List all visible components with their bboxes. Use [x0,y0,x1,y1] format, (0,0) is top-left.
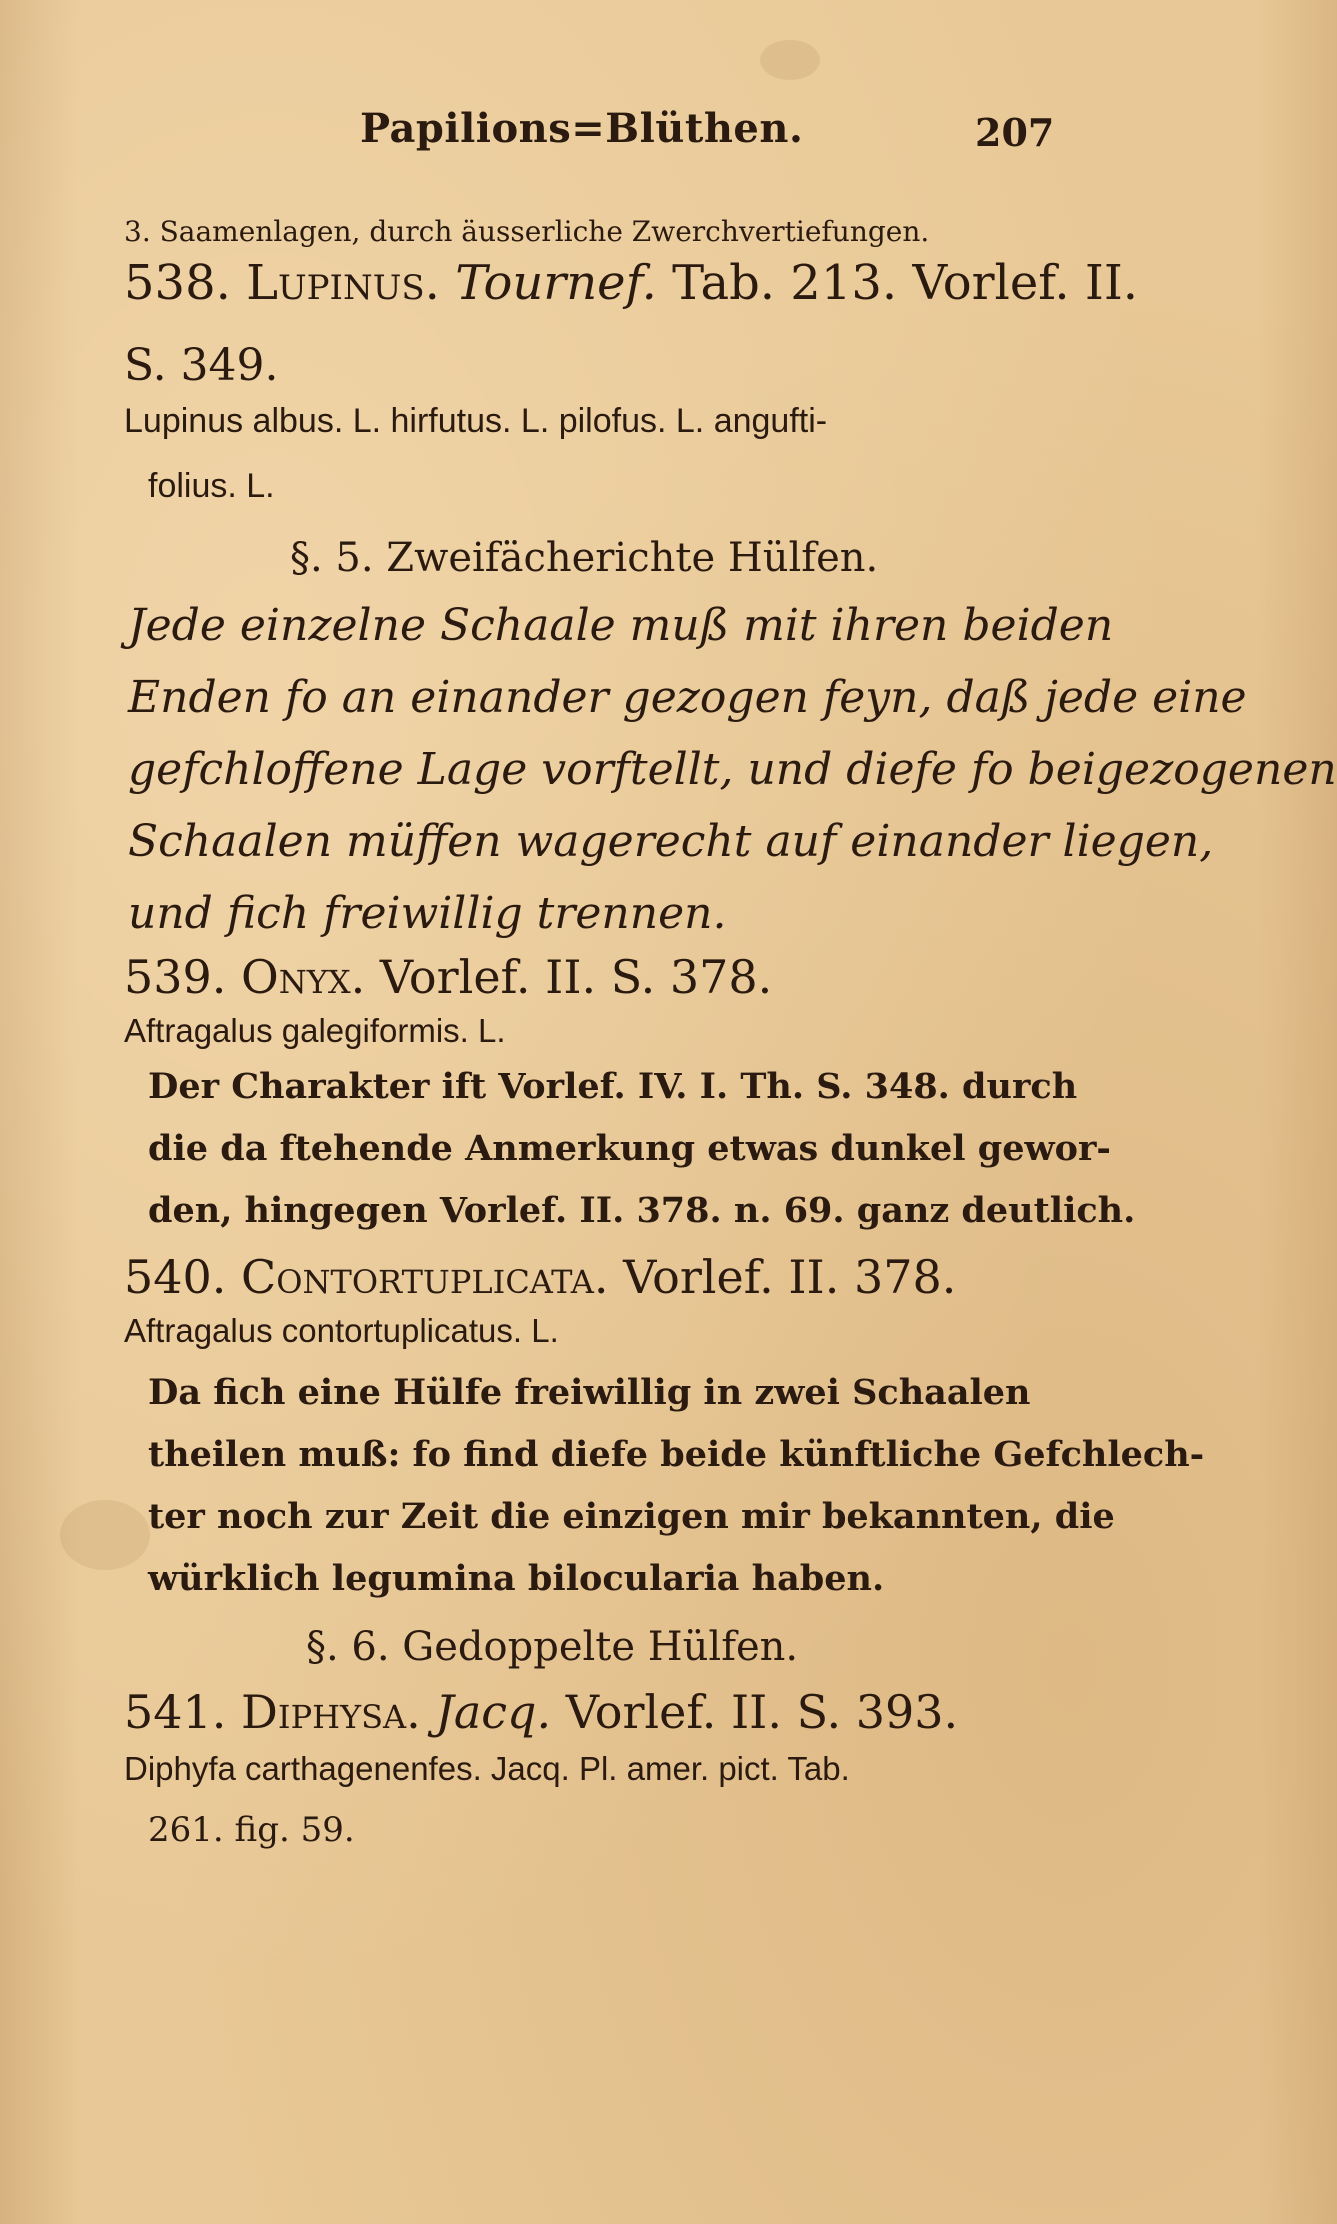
section-5-paragraph-line: Schaalen müffen wagerecht auf einander liegen, [128,816,1214,867]
author: Jacq. [435,1685,552,1739]
entry-538-species-cont: folius. L. [148,467,275,505]
section-6-heading: §. 6. Gedoppelte Hülfen. [306,1624,799,1670]
running-title: Papilions=Blüthen. [360,105,804,152]
entry-540-species: Aftragalus contortuplicatus. L. [124,1312,559,1349]
section-5-paragraph-line: gefchloffene Lage vorftellt, und diefe fo beigezogenen [128,744,1337,795]
genus-name: Onyx. [241,950,366,1004]
entry-539-note-line: Der Charakter ift Vorlef. IV. I. Th. S. 348. durch [148,1066,1078,1107]
page-number: 207 [975,110,1055,155]
entry-540-note-line: Da fich eine Hülfe freiwillig in zwei Schaalen [148,1372,1031,1413]
entry-539-note-line: die da ftehende Anmerkung etwas dunkel gewor- [148,1128,1111,1169]
entry-541-species: Diphyfa carthagenenfes. Jacq. Pl. amer. pict. Tab. [124,1750,850,1787]
entry-539-note-line: den, hingegen Vorlef. II. 378. n. 69. ganz deutlich. [148,1190,1136,1231]
entry-number: 540. [124,1250,227,1304]
paper-stain [760,40,820,80]
entry-number: 541. [124,1685,227,1739]
reference: Vorlef. II. S. 378. [379,950,773,1004]
reference: Vorlef. II. 378. [623,1250,957,1304]
entry-538-species: Lupinus albus. L. hirfutus. L. pilofus. L. angufti- [124,402,828,440]
entry-540-heading [124,1250,956,1304]
entry-540-note-line: würklich legumina bilocularia haben. [148,1558,885,1599]
author: Tournef. [455,255,657,311]
section-5-paragraph-line: und fich freiwillig trennen. [128,888,727,939]
reference: Tab. 213. Vorlef. II. [672,255,1139,311]
section-5-paragraph-line: Enden fo an einander gezogen feyn, daß jede eine [128,672,1247,723]
section-5-paragraph-line: Jede einzelne Schaale muß mit ihren beiden [128,600,1114,651]
entry-539-heading [124,950,772,1004]
genus-name: Diphysa. [241,1685,421,1739]
reference: Vorlef. II. S. 393. [565,1685,959,1739]
genus-name: Contortuplicata. [241,1250,609,1304]
genus-name: Lupinus. [246,255,440,311]
entry-538-ref-cont: S. 349. [124,340,279,391]
entry-541-species-cont: 261. fig. 59. [148,1810,355,1850]
entry-number: 538. [124,255,231,311]
subheading: 3. Saamenlagen, durch äusserliche Zwerchvertiefungen. [124,215,930,248]
entry-540-note-line: ter noch zur Zeit die einzigen mir bekannten, die [148,1496,1115,1537]
paper-stain [60,1500,150,1570]
entry-541-heading [124,1685,958,1739]
entry-540-note-line: theilen muß: fo find diefe beide künftliche Gefchlech- [148,1434,1205,1475]
entry-number: 539. [124,950,227,1004]
entry-538-heading [124,255,1138,311]
section-5-heading: §. 5. Zweifächerichte Hülfen. [290,535,879,581]
entry-539-species: Aftragalus galegiformis. L. [124,1012,506,1049]
